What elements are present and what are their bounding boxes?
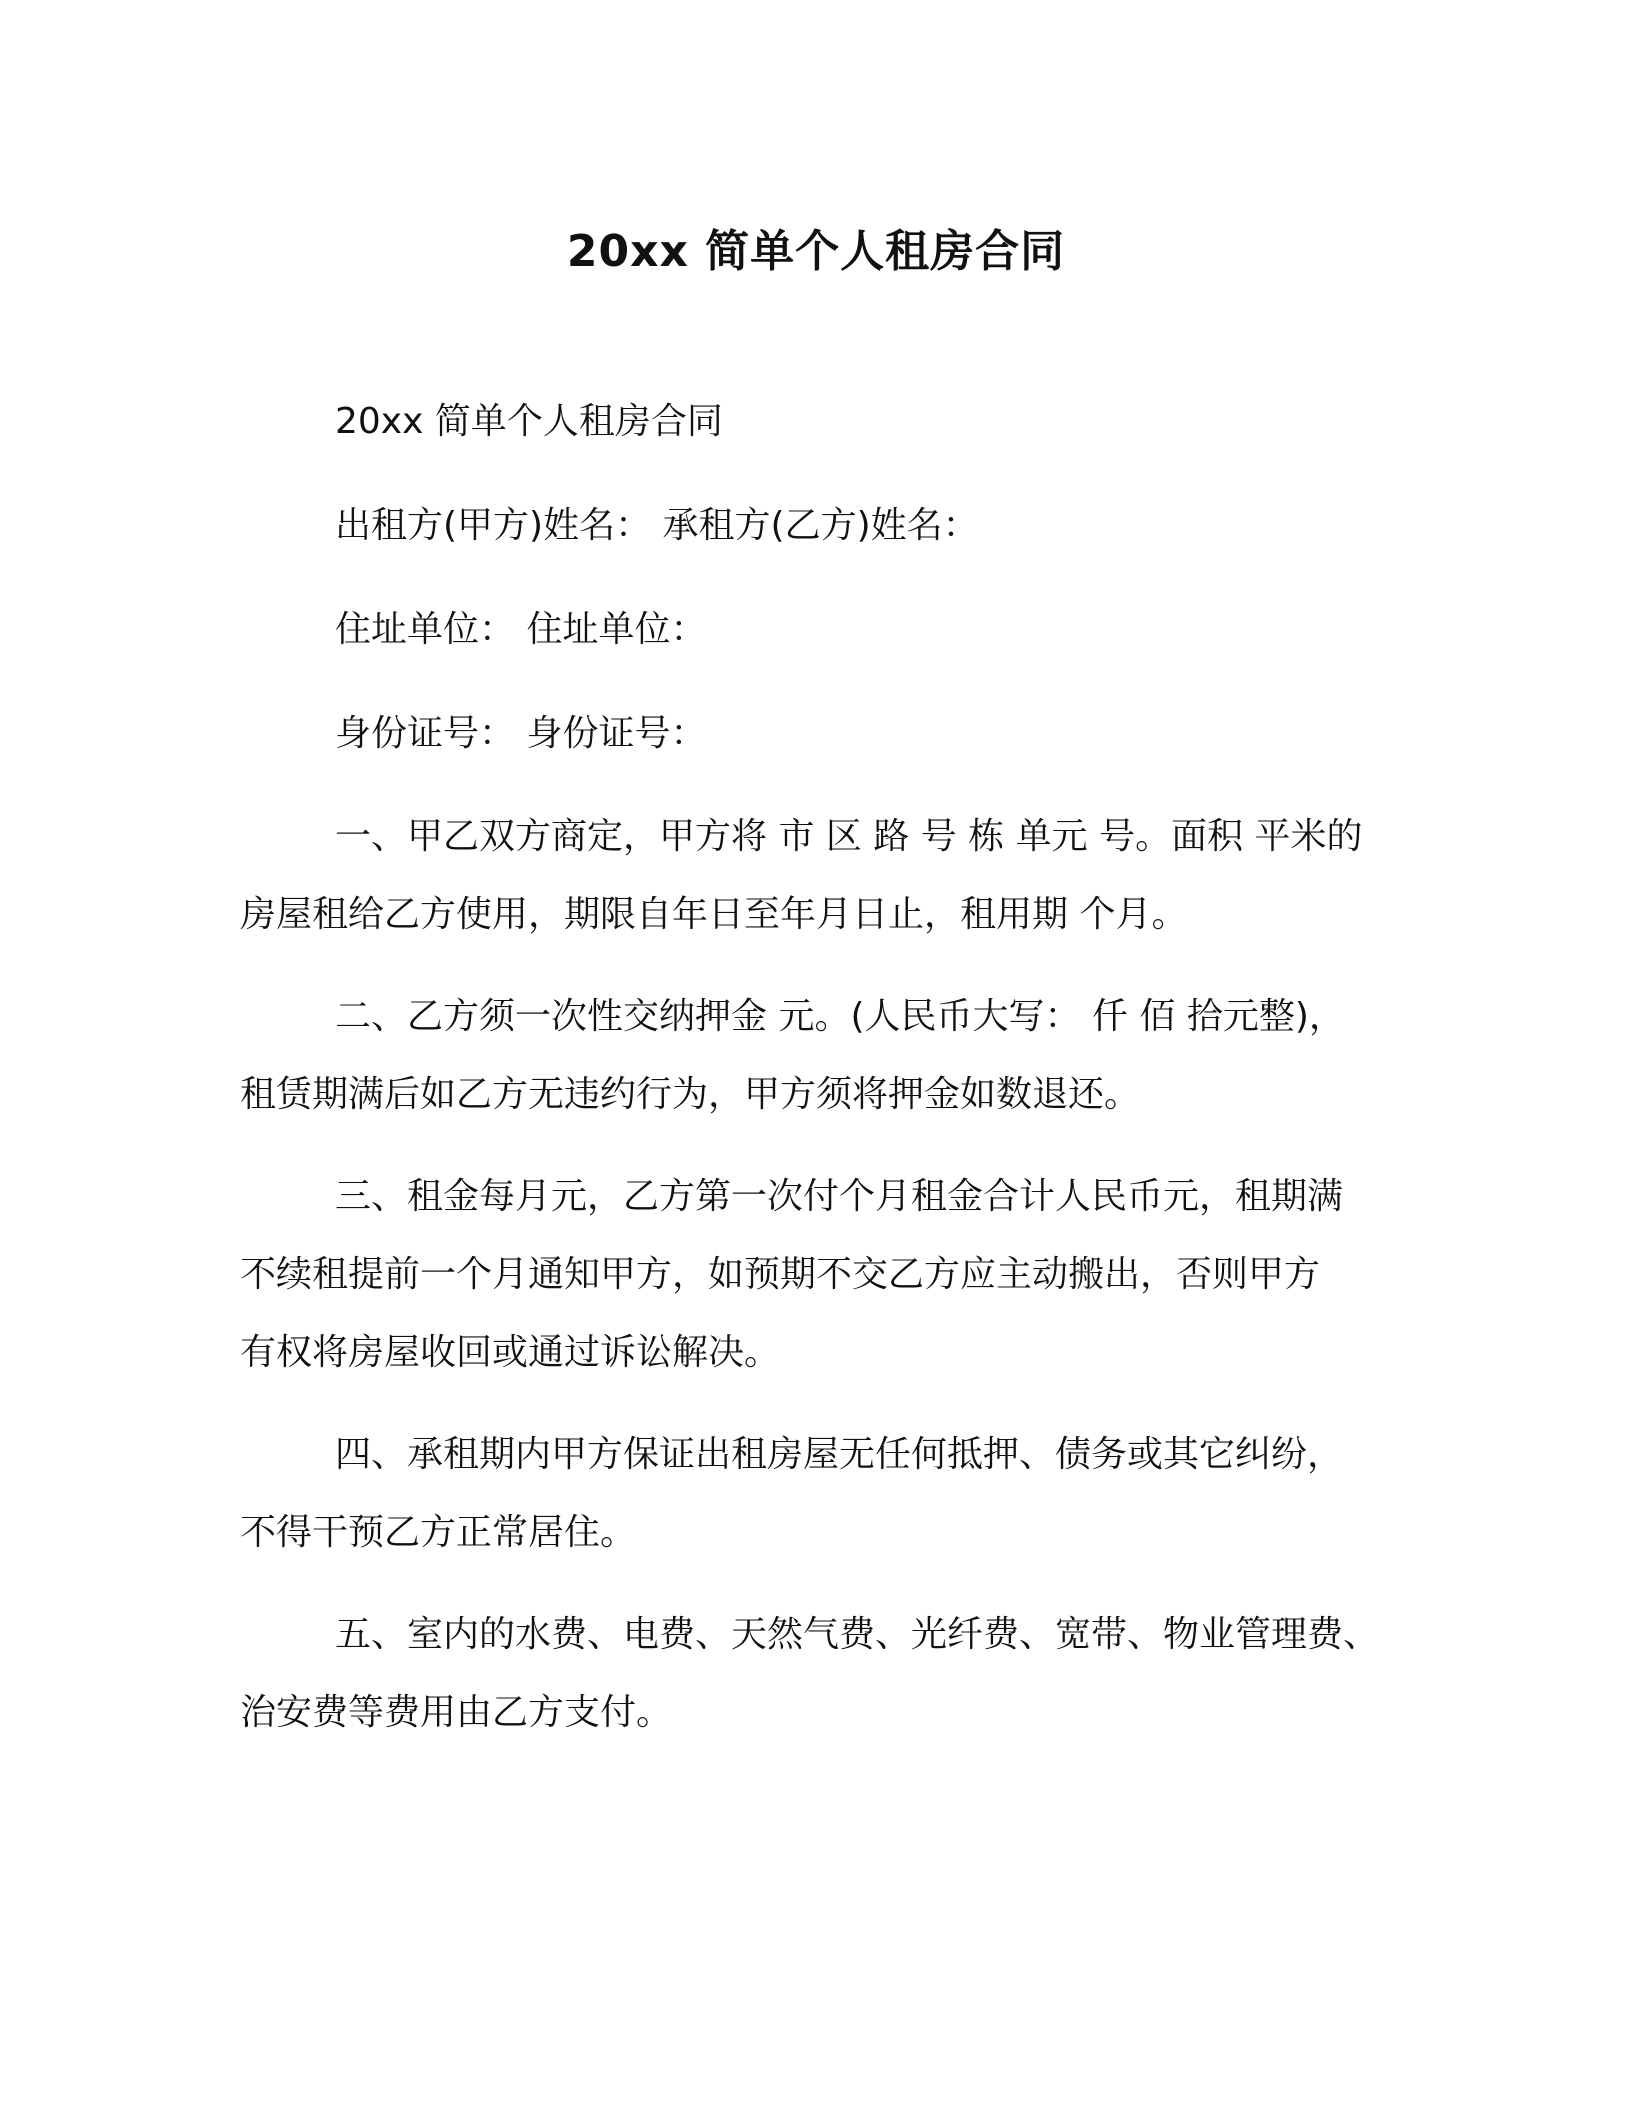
clause-2-line-1: 二、乙方须一次性交纳押金 元。(人民币大写： 仟 佰 拾元整)， [335,996,1345,1037]
clause-5 [240,1596,1390,1752]
clause-1 [240,798,1390,954]
clause-2-line-2: 租赁期满后如乙方无违约行为，甲方须将押金如数退还。 [240,1074,1141,1115]
parties-line: 出租方(甲方)姓名： 承租方(乙方)姓名： [335,505,979,546]
clause-4-line-2: 不得干预乙方正常居住。 [240,1512,637,1553]
clause-1-line-1: 一、甲乙双方商定，甲方将 市 区 路 号 栋 单元 号。面积 平米的 [335,816,1363,857]
address-line: 住址单位： 住址单位： [335,609,707,650]
clause-2 [240,978,1390,1134]
clause-5-line-2: 治安费等费用由乙方支付。 [240,1692,673,1733]
id-number-line: 身份证号： 身份证号： [335,713,707,754]
document-subtitle: 20xx 简单个人租房合同 [335,401,723,442]
clause-3-line-1: 三、租金每月元，乙方第一次付个月租金合计人民币元，租期满 [335,1176,1344,1217]
clause-3-line-2: 不续租提前一个月通知甲方，如预期不交乙方应主动搬出，否则甲方 [240,1254,1321,1295]
clause-3 [240,1158,1390,1392]
document-title: 20xx 简单个人租房合同 [566,226,1066,277]
clause-1-line-2: 房屋租给乙方使用，期限自年日至年月日止，租用期 个月。 [240,894,1188,935]
clause-4 [240,1416,1390,1572]
clause-4-line-1: 四、承租期内甲方保证出租房屋无任何抵押、债务或其它纠纷， [335,1434,1344,1475]
clause-5-line-1: 五、室内的水费、电费、天然气费、光纤费、宽带、物业管理费、 [335,1614,1380,1655]
clause-3-line-3: 有权将房屋收回或通过诉讼解决。 [240,1332,781,1373]
